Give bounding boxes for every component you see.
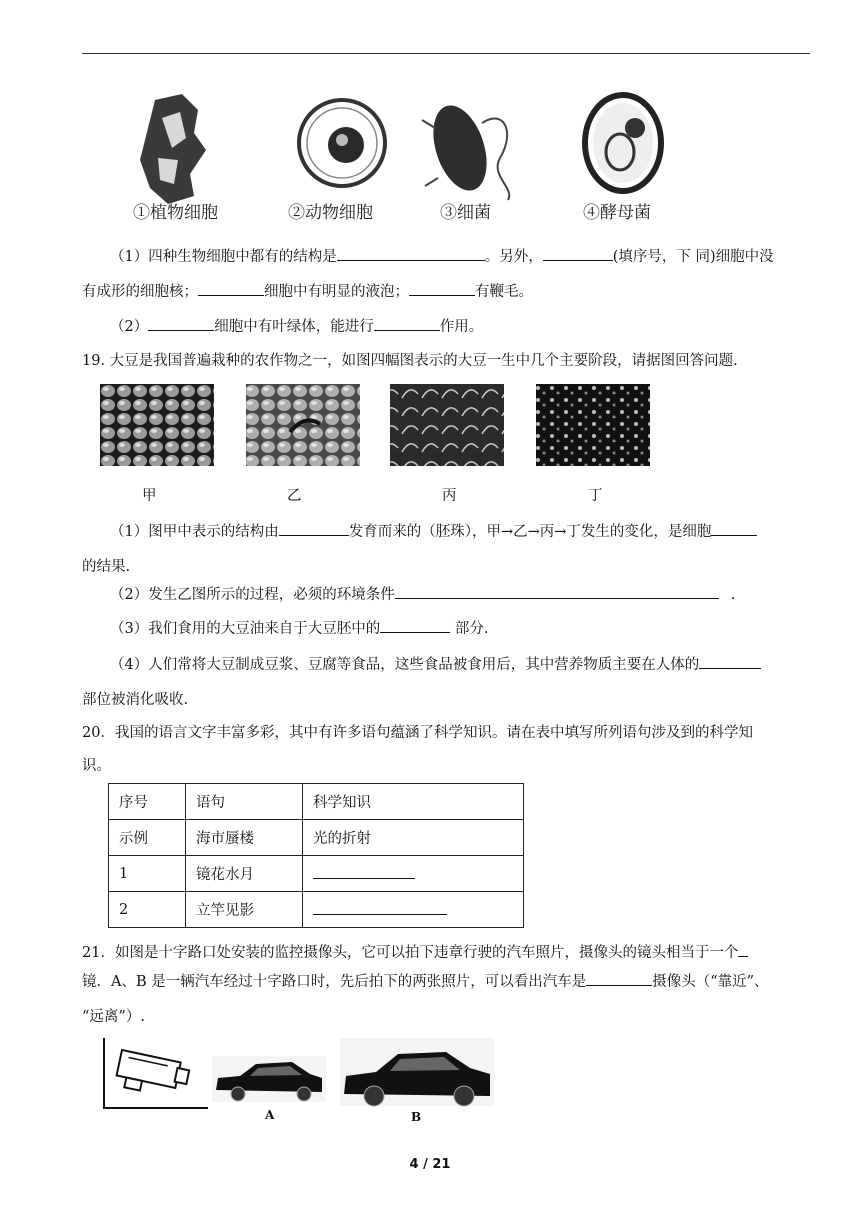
- photo-label-a: A: [265, 1108, 275, 1122]
- q18-part1-line1: （1）四种生物细胞中都有的结构是 。另外， (填序号，下 同)细胞中没: [82, 246, 810, 268]
- cell-caption-plant: ①植物细胞: [133, 203, 218, 223]
- q20-stem-line1: 20．我国的语言文字丰富多彩，其中有许多语句蕴涵了科学知识。请在表中填写所列语句涉及到的科学知: [82, 725, 753, 741]
- stage-label-bing: 丙: [442, 488, 457, 504]
- answer-cell: [303, 856, 524, 892]
- stage-yi-photo: [246, 384, 360, 466]
- stage-label-ding: 丁: [588, 488, 603, 504]
- stage-ding-photo: [536, 384, 650, 466]
- stage-bing-photo: [390, 384, 504, 466]
- science-knowledge-table: [108, 783, 524, 928]
- animal-cell-drawing: [299, 100, 385, 186]
- soybean-stages-figure: [100, 384, 660, 470]
- table-header-row: [109, 784, 524, 820]
- table-cell: 2: [109, 892, 186, 928]
- table-row: [109, 892, 524, 928]
- q21-line2: 镜．A、B 是一辆汽车经过十字路口时，先后拍下的两张照片，可以看出汽车是 摄像头（“靠近”、: [82, 971, 810, 993]
- car-photo-a: [212, 1056, 326, 1102]
- answer-cell: [303, 892, 524, 928]
- photo-label-b: B: [411, 1110, 422, 1124]
- header-rule: [82, 53, 810, 54]
- q19-part4-line2: 部位被消化吸收.: [82, 692, 189, 708]
- stage-jia-photo: [100, 384, 214, 466]
- q19-part1-line2: 的结果.: [82, 559, 131, 575]
- q19-part3: （3）我们食用的大豆油来自于大豆胚中的 部分.: [82, 618, 810, 640]
- q19-part4-line1: （4）人们常将大豆制成豆浆、豆腐等食品，这些食品被食用后，其中营养物质主要在人体的: [82, 654, 810, 676]
- table-header-cell: 序号: [109, 784, 186, 820]
- table-cell: 光的折射: [303, 820, 524, 856]
- page-number: 4 / 21: [409, 1157, 451, 1172]
- camera-icon: [115, 1050, 191, 1100]
- table-cell: 海市蜃楼: [186, 820, 303, 856]
- cell-caption-animal: ②动物细胞: [288, 203, 373, 223]
- cell-caption-bacteria: ③细菌: [440, 203, 491, 223]
- table-header-cell: 科学知识: [303, 784, 524, 820]
- table-header-cell: 语句: [186, 784, 303, 820]
- table-cell: 示例: [109, 820, 186, 856]
- q19-stem: 19. 大豆是我国普遍栽种的农作物之一，如图四幅图表示的大豆一生中几个主要阶段，请据图回答问题.: [82, 353, 738, 369]
- table-cell: 1: [109, 856, 186, 892]
- stage-label-yi: 乙: [287, 488, 302, 504]
- plant-cell-drawing: [140, 94, 206, 204]
- q20-stem-line2: 识。: [82, 758, 111, 774]
- q19-part1-line1: （1）图甲中表示的结构由 发育而来的（胚珠），甲→乙→丙→丁发生的变化，是细胞: [82, 521, 810, 543]
- q19-part2: （2）发生乙图所示的过程，必须的环境条件 .: [82, 584, 810, 606]
- camera-cars-figure: [100, 1038, 500, 1114]
- yeast-drawing: [585, 95, 661, 191]
- stage-label-jia: 甲: [142, 488, 157, 504]
- q18-part1-line2: 有成形的细胞核； 细胞中有明显的液泡； 有鞭毛。: [82, 281, 810, 303]
- car-photo-b: [340, 1038, 494, 1106]
- bacteria-drawing: [422, 99, 509, 200]
- table-row: [109, 856, 524, 892]
- table-cell: 镜花水月: [186, 856, 303, 892]
- q18-part2: （2） 细胞中有叶绿体，能进行 作用。: [82, 316, 810, 338]
- table-row: [109, 820, 524, 856]
- q21-line3: “远离”）.: [82, 1009, 145, 1025]
- cell-caption-yeast: ④酵母菌: [583, 203, 651, 223]
- table-cell: 立竿见影: [186, 892, 303, 928]
- q21-line1: 21．如图是十字路口处安装的监控摄像头，它可以拍下违章行驶的汽车照片，摄像头的镜头相当于一个: [82, 942, 810, 964]
